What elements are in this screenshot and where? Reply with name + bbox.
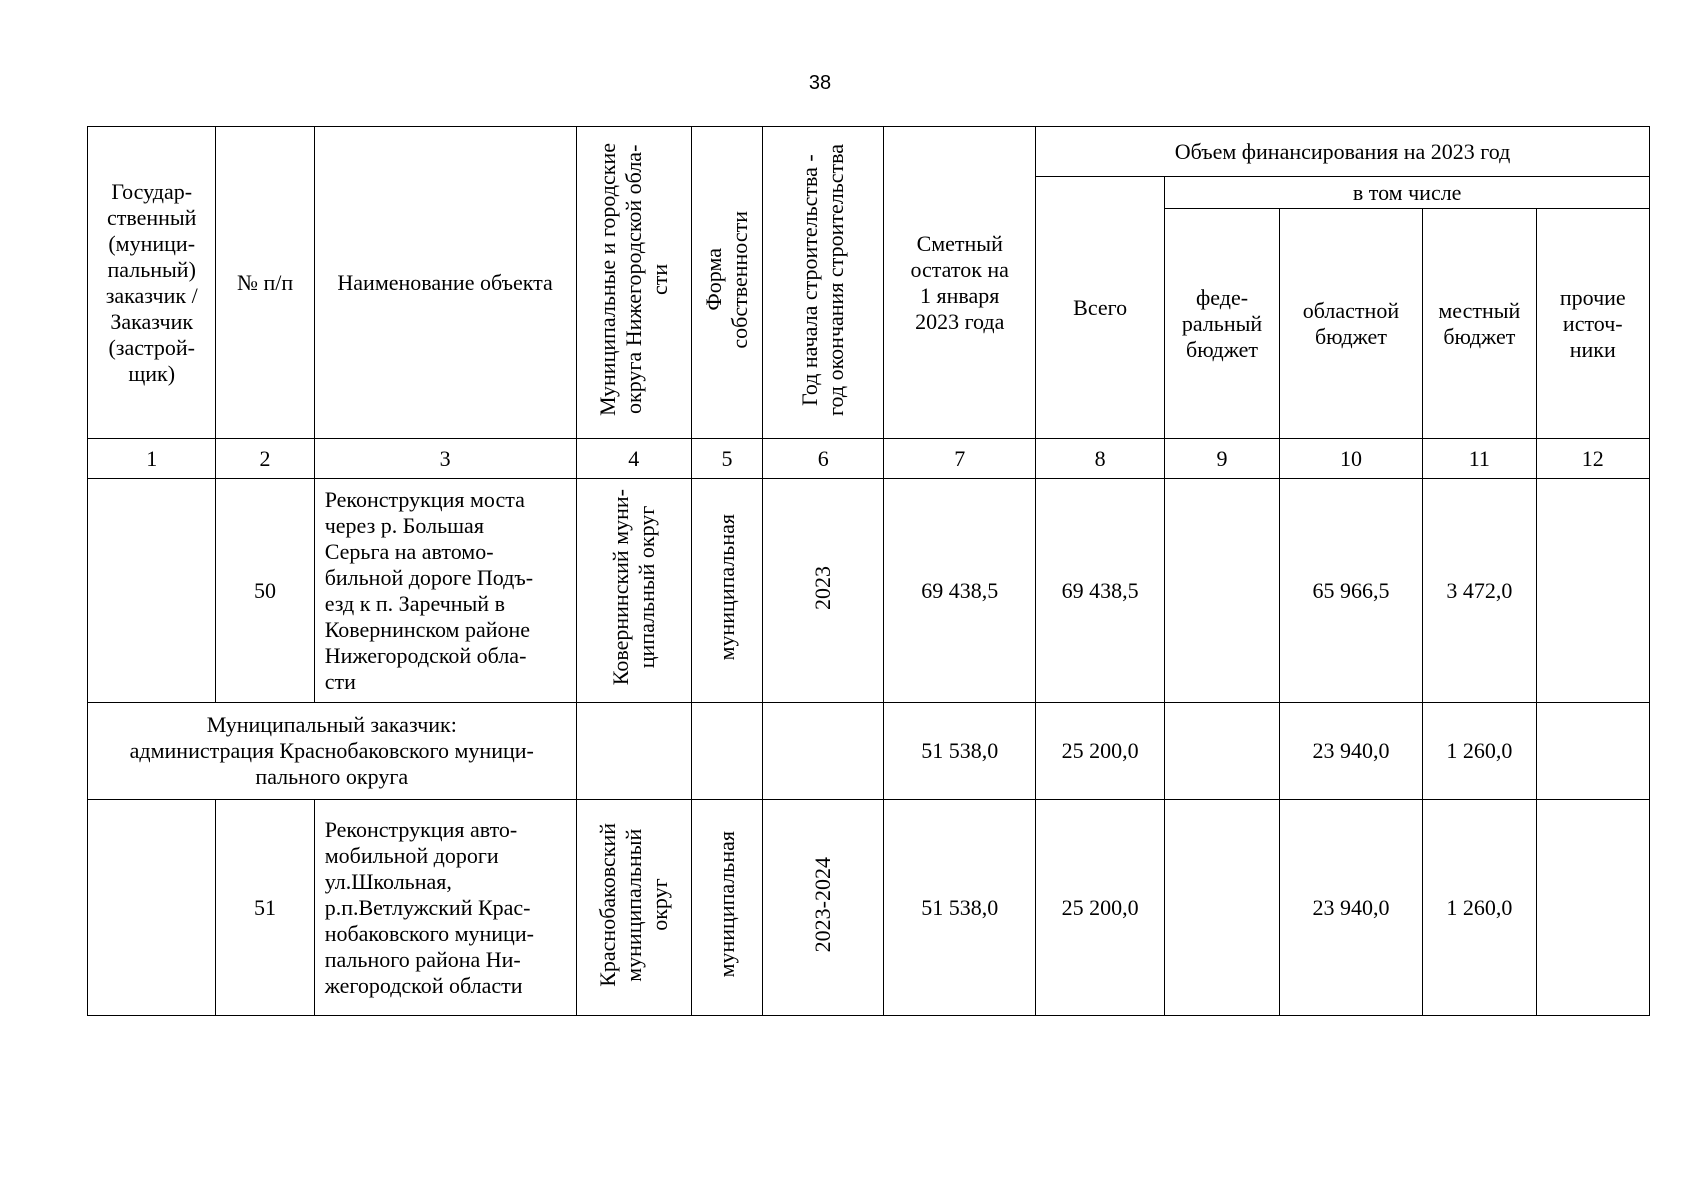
customer-group-row: [88, 703, 1650, 800]
header-item-number: № п/п: [216, 127, 314, 439]
header-row-1: [88, 127, 1650, 177]
column-number: 8: [1035, 439, 1164, 479]
row-number: 51: [216, 800, 314, 1016]
header-customer: Государ- ственный (муници- пальный) заказчик / Заказчик (застрой- щик): [88, 127, 216, 439]
row-estimate: 69 438,5: [884, 479, 1035, 703]
row-years: 2023: [763, 479, 884, 703]
group-district: [576, 703, 691, 800]
row-district: Ковернинский муни- ципальный округ: [576, 479, 691, 703]
row-total: 25 200,0: [1035, 800, 1164, 1016]
column-number: 10: [1279, 439, 1422, 479]
group-ownership: [691, 703, 762, 800]
group-total: 25 200,0: [1035, 703, 1164, 800]
group-federal: [1165, 703, 1279, 800]
header-total: Всего: [1035, 177, 1164, 439]
column-number: 4: [576, 439, 691, 479]
group-regional: 23 940,0: [1279, 703, 1422, 800]
header-estimate: Сметный остаток на 1 января 2023 года: [884, 127, 1035, 439]
row-object-name: Реконструкция авто- мобильной дороги ул.Школьная, р.п.Ветлужский Крас- нобаковского муници- пального района Ни- жегородской области: [314, 800, 576, 1016]
row-total: 69 438,5: [1035, 479, 1164, 703]
column-number: 7: [884, 439, 1035, 479]
column-number: 6: [763, 439, 884, 479]
row-customer: [88, 800, 216, 1016]
header-years: Год начала строительства - год окончания строительства: [763, 127, 884, 439]
table-row: [88, 479, 1650, 703]
construction-funding-table: [87, 126, 1650, 1016]
row-customer: [88, 479, 216, 703]
group-local: 1 260,0: [1423, 703, 1536, 800]
row-years: 2023-2024: [763, 800, 884, 1016]
column-number: 3: [314, 439, 576, 479]
row-object-name: Реконструкция моста через р. Большая Серьга на автомо- бильной дороге Подъ- езд к п. Заречный в Ковернинском районе Нижегородской обла- сти: [314, 479, 576, 703]
header-ownership: Форма собственности: [691, 127, 762, 439]
row-ownership: муниципальная: [691, 479, 762, 703]
row-other: [1536, 800, 1649, 1016]
row-local: 1 260,0: [1423, 800, 1536, 1016]
header-regional-budget: областной бюджет: [1279, 209, 1422, 439]
group-other: [1536, 703, 1649, 800]
group-estimate: 51 538,0: [884, 703, 1035, 800]
column-number: 2: [216, 439, 314, 479]
header-districts: Муниципальные и городские округа Нижегородской обла- сти: [576, 127, 691, 439]
row-ownership: муниципальная: [691, 800, 762, 1016]
table-row: [88, 800, 1650, 1016]
header-federal-budget: феде- ральный бюджет: [1165, 209, 1279, 439]
row-estimate: 51 538,0: [884, 800, 1035, 1016]
row-regional: 65 966,5: [1279, 479, 1422, 703]
row-federal: [1165, 800, 1279, 1016]
column-number: 12: [1536, 439, 1649, 479]
column-numbers-row: [88, 439, 1650, 479]
column-number: 1: [88, 439, 216, 479]
page-number: 38: [808, 72, 832, 94]
group-years: [763, 703, 884, 800]
column-number: 11: [1423, 439, 1536, 479]
column-number: 9: [1165, 439, 1279, 479]
row-local: 3 472,0: [1423, 479, 1536, 703]
header-other-sources: прочие источ- ники: [1536, 209, 1649, 439]
row-number: 50: [216, 479, 314, 703]
column-number: 5: [691, 439, 762, 479]
header-object-name: Наименование объекта: [314, 127, 576, 439]
row-federal: [1165, 479, 1279, 703]
header-local-budget: местный бюджет: [1423, 209, 1536, 439]
row-district: Краснобаковский муниципальный округ: [576, 800, 691, 1016]
row-other: [1536, 479, 1649, 703]
header-including: в том числе: [1165, 177, 1650, 209]
row-regional: 23 940,0: [1279, 800, 1422, 1016]
header-funding-title: Объем финансирования на 2023 год: [1035, 127, 1649, 177]
customer-group-label: Муниципальный заказчик: администрация Краснобаковского муници- пального округа: [88, 703, 577, 800]
